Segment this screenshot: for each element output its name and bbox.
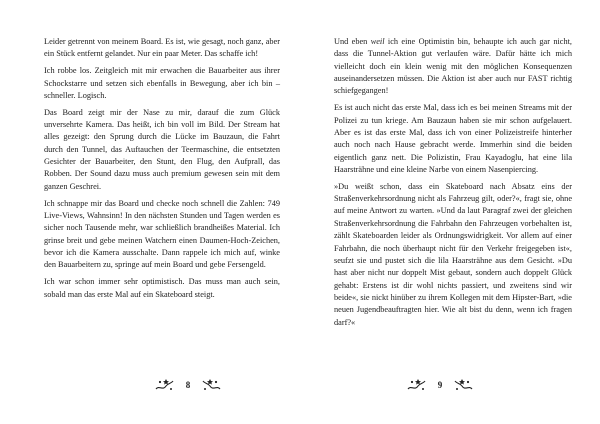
left-folio — [148, 373, 228, 397]
left-paragraph-1: Leider getrennt von meinem Board. Es ist, wie gesagt, noch ganz, aber ein Stück entfernt gelandet. Nur ein paar Meter. Das schaffe ich! — [44, 37, 280, 59]
left-paragraph-2: Ich robbe los. Zeitgleich mit mir erwachen die Bauarbeiter aus ihrer Schockstarre und setzen sich ebenfalls in Bewegung, aber ich bin – schneller. Logisch. — [44, 66, 280, 100]
left-paragraph-5: Ich war schon immer sehr optimistisch. Das muss man auch sein, sobald man das erste Mal auf ein Skateboard steigt. — [44, 277, 280, 299]
floral-flourish-icon — [406, 377, 428, 393]
left-page-text — [44, 36, 280, 301]
right-page-text — [334, 36, 572, 329]
right-paragraph-3: »Du weißt schon, dass ein Skateboard nach Absatz eins der Straßenverkehrsordnung nicht als Fahrzeug gilt, oder?«, fragt sie, ohne auf meine Antwort zu warten. »Und da laut Paragraf zwei der gleichen Straßenverkehrsordnung die Fahrbahn den Fahrzeugen vorbehalten ist, zählt Skateboarden leider als Ordnungswidrigkeit. Vor allem auf einer Fahrbahn, die noch überhaupt nicht für den Verkehr freigegeben ist«, seufzt sie und pustet sich die lila Haarsträhne aus dem Gesicht. »Du hast aber nicht nur doppelt Mist gebaut, sondern auch doppelt Glück gehabt: Erstens ist dir wohl nichts passiert, und zweitens sind wir beide«, sie nickt hinüber zu ihrem Kollegen mit dem Hipster-Bart, »die neuen Jugendbeauftragten hier. Wie alt bist du denn, wenn ich fragen darf?« — [334, 181, 572, 327]
emphasized-word: weil — [370, 37, 385, 46]
right-paragraph-1-rest: ich eine Optimistin bin, behaupte ich auch gar nicht, dass die Tunnel-Aktion gut verlaufen wäre. Dafür hätte ich mich vielleicht doch ein klein wenig mit den möglichen Konsequenzen auseinandersetzen müssen. Die Aktion ist aber auch nur FAST richtig schiefgegangen! — [334, 37, 572, 96]
page-number-left: 8 — [185, 380, 191, 390]
left-paragraph-3: Das Board zeigt mir der Nase zu mir, darauf die zum Glück unversehrte Kamera. Das heißt, ich bin voll im Bild. Der Stream hat alles gezeigt: den Sprung durch die Lücke im Bauzaun, die Fahrt durch den Tunnel, das Auftauchen der Teermaschine, die entsetzten Gesichter der Bauarbeiter, den Stunt, den Flug, den Aufprall, das Robben. Der Sound dazu muss auch premium gewesen sein mit dem ganzen Geschrei. — [44, 107, 280, 191]
right-paragraph-1 — [334, 36, 572, 98]
right-paragraph-2: Es ist auch nicht das erste Mal, dass ich es bei meinen Streams mit der Polizei zu tun kriege. Am Bauzaun haben sie mir schon aufgelauert. Aber es ist das erste Mal, dass ich von einer Polizeistreife hinterher auch noch nach Hause gebracht werde. Immerhin sind die beiden eigentlich ganz nett. Die Polizistin, Frau Kayadoglu, hat eine lila Haarsträhne und eine kleine Narbe von einem Nasenpiercing. — [334, 103, 572, 174]
floral-flourish-icon — [452, 377, 474, 393]
floral-flourish-icon — [200, 377, 222, 393]
left-paragraph-4: Ich schnappe mir das Board und checke noch schnell die Zahlen: 749 Live-Views, Wahnsinn! In den nächsten Stunden und Tagen werden es sicher noch Tausende mehr, war schließlich brandheißes Material. Ich grinse breit und gebe meinen Watchern einen Daumen-Hoch-Zeichen, bevor ich die Kamera ausschalte. Dann rappele ich mich auf, winke den Bauarbeitern zu, springe auf mein Board und gebe Fersengeld. — [44, 198, 280, 270]
right-folio — [400, 373, 480, 397]
right-paragraph-1-start: Und eben — [334, 37, 371, 46]
page-number-right: 9 — [437, 380, 443, 390]
floral-flourish-icon — [154, 377, 176, 393]
